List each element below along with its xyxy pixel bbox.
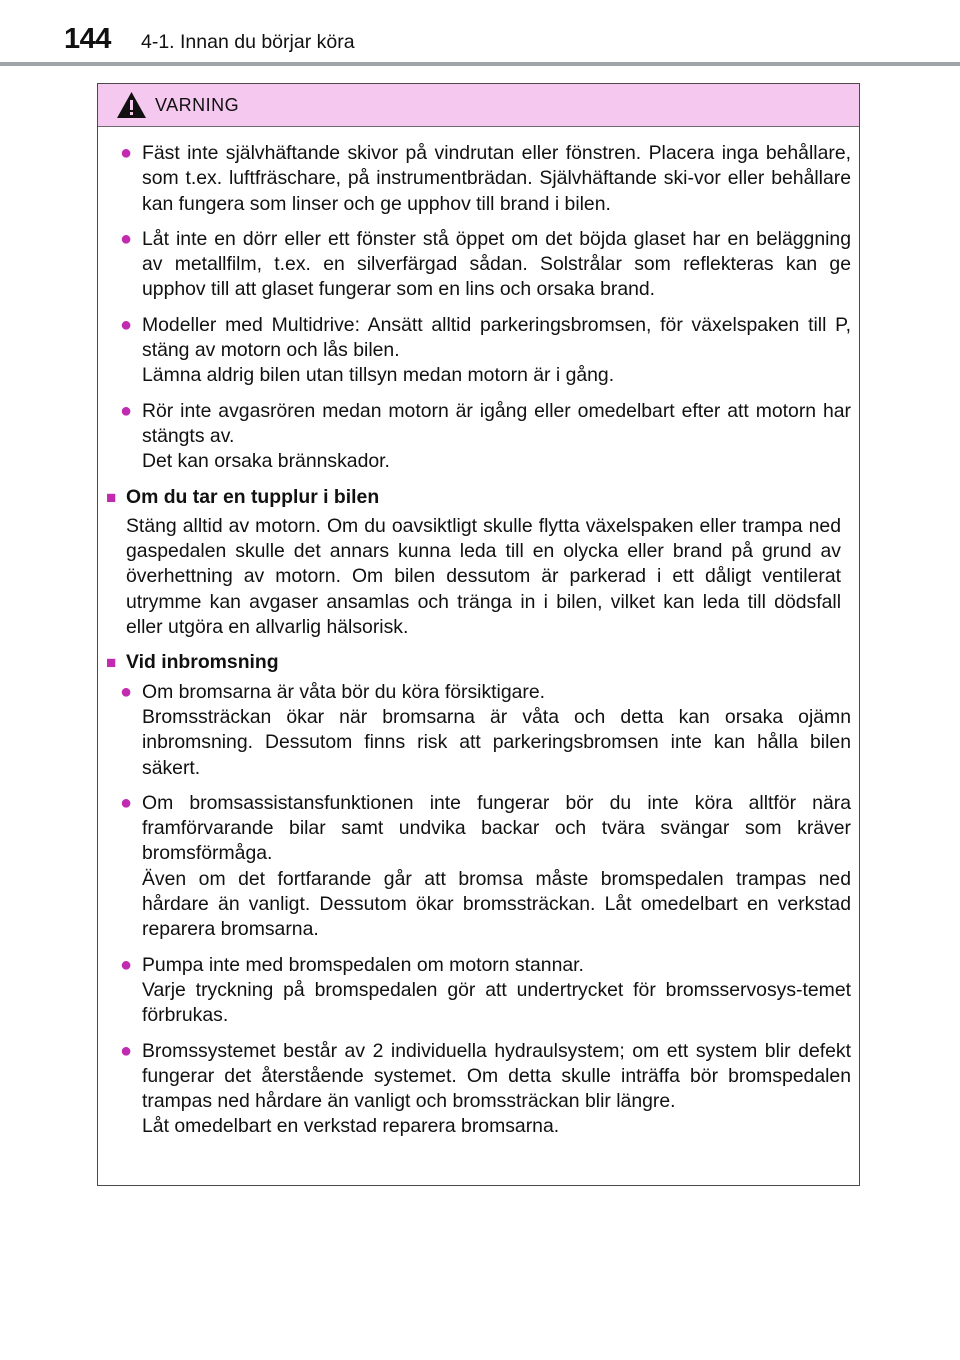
item-text: Det kan orsaka brännskador. [142,450,390,473]
item-text: Lämna aldrig bilen utan tillsyn medan motorn är i gång. [142,364,615,387]
bullet-icon: ● [120,953,133,976]
warning-body [98,127,859,1140]
list-item [120,313,851,389]
list-item [120,399,851,475]
bullet-icon: ● [120,680,133,703]
section-heading [106,485,851,510]
item-text: Låt omedelbart en verkstad reparera bromsarna. [142,1115,560,1138]
item-text: Även om det fortfarande går att bromsa måste bromspedalen trampas ned hårdare än vanligt. Dessutom ökar bromssträckan. Låt omedelbart en verkstad reparera bromsarna. [142,867,851,941]
section-heading [106,650,851,675]
item-text: Rör inte avgasrören medan motorn är igång eller omedelbart efter att motorn har stängts av. [142,399,851,447]
list-item [120,791,851,943]
bullet-icon: ● [120,791,133,814]
list-item [120,953,851,1029]
section-title: 4-1. Innan du börjar köra [141,31,355,53]
section-heading-text: Vid inbromsning [126,651,279,674]
list-item [120,227,851,303]
section-heading-text: Om du tar en tupplur i bilen [126,485,380,508]
item-text: Om bromsassistansfunktionen inte fungerar bör du inte köra alltför nära framförvarande bilar samt undvika backar och tvära svängar som kräver bromsförmåga. [142,791,851,865]
item-text: Om bromsarna är våta bör du köra försiktigare. [142,680,546,703]
page-header [0,0,960,64]
warning-box [97,83,860,1186]
bullet-icon: ● [120,1039,133,1062]
bullet-icon: ● [120,313,133,336]
bullet-icon: ● [120,399,133,422]
list-item [120,1039,851,1140]
bullet-icon: ● [120,142,133,164]
warning-triangle-icon [116,91,147,119]
list-item [120,141,851,217]
warning-header [98,84,859,127]
warning-title: VARNING [155,95,240,115]
header-divider [0,62,960,66]
square-bullet-icon: ■ [106,653,117,673]
item-text: Bromssystemet består av 2 individuella hydraulsystem; om ett system blir defekt fungerar det återstående systemet. Om detta skulle inträffa bör bromspedalen trampas ned hårdare än vanligt och bromssträckan blir längre. [142,1039,851,1113]
item-text: Pumpa inte med bromspedalen om motorn stannar. [142,953,584,976]
item-text: Modeller med Multidrive: Ansätt alltid parkeringsbromsen, för växelspaken till P, stäng av motorn och lås bilen. [142,313,851,362]
item-text: Varje tryckning på bromspedalen gör att undertrycket för bromsservosys-temet förbrukas. [142,978,851,1027]
page-number: 144 [64,23,111,55]
section-paragraph [126,514,841,640]
item-text: Bromssträckan ökar när bromsarna är våta och detta kan orsaka ojämn inbromsning. Dessutom finns risk att parkeringsbromsen inte kan hålla bilen säkert. [142,705,851,779]
item-text: Låt inte en dörr eller ett fönster stå öppet om det böjda glaset har en beläggning av metallfilm, t.ex. en silverfärgad sådan. Solstrålar som reflekteras kan ge upphov till att glaset fungerar som en lins och orsaka brand. [142,227,851,301]
item-text: Fäst inte självhäftande skivor på vindrutan eller fönstren. Placera inga behållare, som t.ex. luftfräschare, på instrumentbrädan. Självhäftande ski-vor eller behållare kan fungera som linser och ge upphov till brand i bilen. [142,142,851,215]
square-bullet-icon: ■ [106,487,117,507]
list-item [120,680,851,781]
bullet-icon: ● [120,227,133,250]
paragraph-text: Stäng alltid av motorn. Om du oavsiktligt skulle flytta växelspaken eller trampa ned gaspedalen skulle det annars kunna leda till en olycka eller brand på grund av överhettning av motorn. Om bilen dessutom är parkerad i ett dåligt ventilerat utrymme kan avgaser ansamlas och tränga in i bilen, vilket kan leda till dödsfall eller utgöra en allvarlig hälsorisk. [126,514,841,639]
